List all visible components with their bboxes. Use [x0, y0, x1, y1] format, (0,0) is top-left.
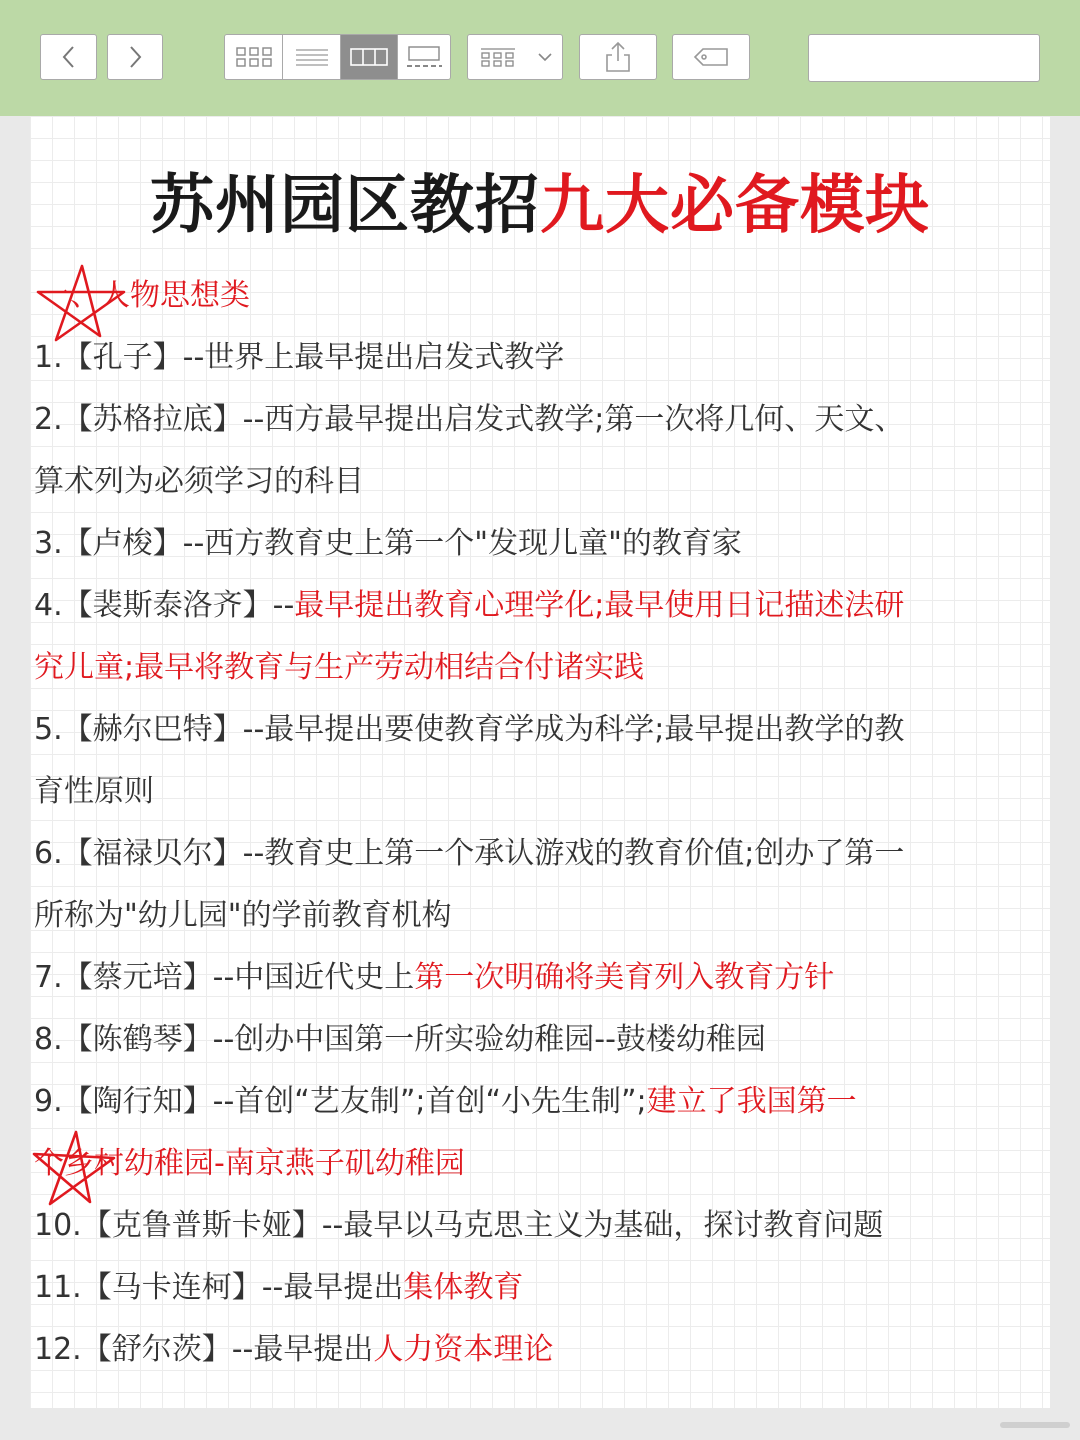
- line-text: 9.【陶行知】--首创“艺友制”;首创“小先生制”;: [34, 1084, 647, 1119]
- gallery-view-button[interactable]: [398, 35, 450, 79]
- content-line: [34, 1142, 1049, 1186]
- highlight-text: 究儿童;最早将教育与生产劳动相结合付诸实践: [34, 650, 645, 685]
- content-line: [34, 1018, 1049, 1062]
- share-button[interactable]: [579, 34, 657, 80]
- title-black: 苏州园区教招: [150, 168, 540, 243]
- line-text: 算术列为必须学习的科目: [34, 464, 364, 499]
- page-title: [0, 170, 1080, 242]
- chevron-down-icon: [537, 51, 553, 63]
- section-heading: [40, 274, 250, 318]
- share-icon: [603, 40, 633, 74]
- forward-button[interactable]: [107, 34, 163, 80]
- line-text: 4.【裴斯泰洛齐】--: [34, 588, 295, 623]
- grid-view-icon: [234, 44, 274, 70]
- section-marker: 一、: [40, 278, 100, 313]
- highlight-text: 集体教育: [403, 1270, 524, 1305]
- content-line: [34, 646, 1049, 690]
- line-text: 8.【陈鹤琴】--创办中国第一所实验幼稚园--鼓楼幼稚园: [34, 1022, 766, 1057]
- highlight-text: 最早提出教育心理学化;最早使用日记描述法研: [294, 588, 905, 623]
- content-line: [34, 460, 1049, 504]
- toolbar: [0, 0, 1080, 116]
- back-button[interactable]: [40, 34, 97, 80]
- group-dropdown-button[interactable]: [467, 34, 563, 80]
- content-line: [34, 336, 1049, 380]
- line-text: 12.【舒尔茨】--最早提出: [34, 1332, 374, 1367]
- content-line: [34, 398, 1049, 442]
- column-view-icon: [349, 45, 389, 69]
- highlight-text: 第一次明确将美育列入教育方针: [414, 960, 835, 995]
- highlight-text: 建立了我国第一: [646, 1084, 857, 1119]
- line-text: 11.【马卡连柯】--最早提出: [34, 1270, 404, 1305]
- line-text: 2.【苏格拉底】--西方最早提出启发式教学;第一次将几何、天文、: [34, 402, 905, 437]
- content-line: [34, 770, 1049, 814]
- highlight-text: 人力资本理论: [373, 1332, 554, 1367]
- chevron-right-icon: [125, 43, 145, 71]
- line-text: 10.【克鲁普斯卡娅】--最早以马克思主义为基础，探讨教育问题: [34, 1208, 884, 1243]
- chevron-left-icon: [59, 43, 79, 71]
- line-text: 7.【蔡元培】--中国近代史上: [34, 960, 415, 995]
- view-mode-switcher: [224, 34, 451, 80]
- line-text: 3.【卢梭】--西方教育史上第一个"发现儿童"的教育家: [34, 526, 742, 561]
- list-view-icon: [294, 44, 330, 70]
- gallery-view-icon: [404, 44, 444, 70]
- grid-view-button[interactable]: [225, 35, 283, 79]
- content-line: [34, 522, 1049, 566]
- line-text: 所称为"幼儿园"的学前教育机构: [34, 898, 452, 933]
- content-line: [34, 1328, 1049, 1372]
- content-line: [34, 1080, 1049, 1124]
- line-text: 1.【孔子】--世界上最早提出启发式教学: [34, 340, 565, 375]
- group-dropdown-icon: [478, 44, 518, 70]
- tag-icon: [691, 45, 731, 69]
- list-view-button[interactable]: [283, 35, 340, 79]
- content-line: [34, 894, 1049, 938]
- tag-button[interactable]: [672, 34, 750, 80]
- highlight-text: 个乡村幼稚园-南京燕子矶幼稚园: [34, 1146, 465, 1181]
- content-line: [34, 956, 1049, 1000]
- search-input[interactable]: [827, 42, 1056, 74]
- section-label: 人物思想类: [100, 278, 250, 313]
- search-field[interactable]: [808, 34, 1040, 82]
- line-text: 育性原则: [34, 774, 154, 809]
- content-line: [34, 708, 1049, 752]
- content-line: [34, 1204, 1049, 1248]
- title-red: 九大必备模块: [540, 168, 930, 243]
- line-text: 5.【赫尔巴特】--最早提出要使教育学成为科学;最早提出教学的教: [34, 712, 905, 747]
- content-line: [34, 1266, 1049, 1310]
- line-text: 6.【福禄贝尔】--教育史上第一个承认游戏的教育价值;创办了第一: [34, 836, 905, 871]
- content-line: [34, 584, 1049, 628]
- column-view-button[interactable]: [341, 35, 398, 79]
- content-line: [34, 832, 1049, 876]
- home-indicator: [1000, 1422, 1070, 1428]
